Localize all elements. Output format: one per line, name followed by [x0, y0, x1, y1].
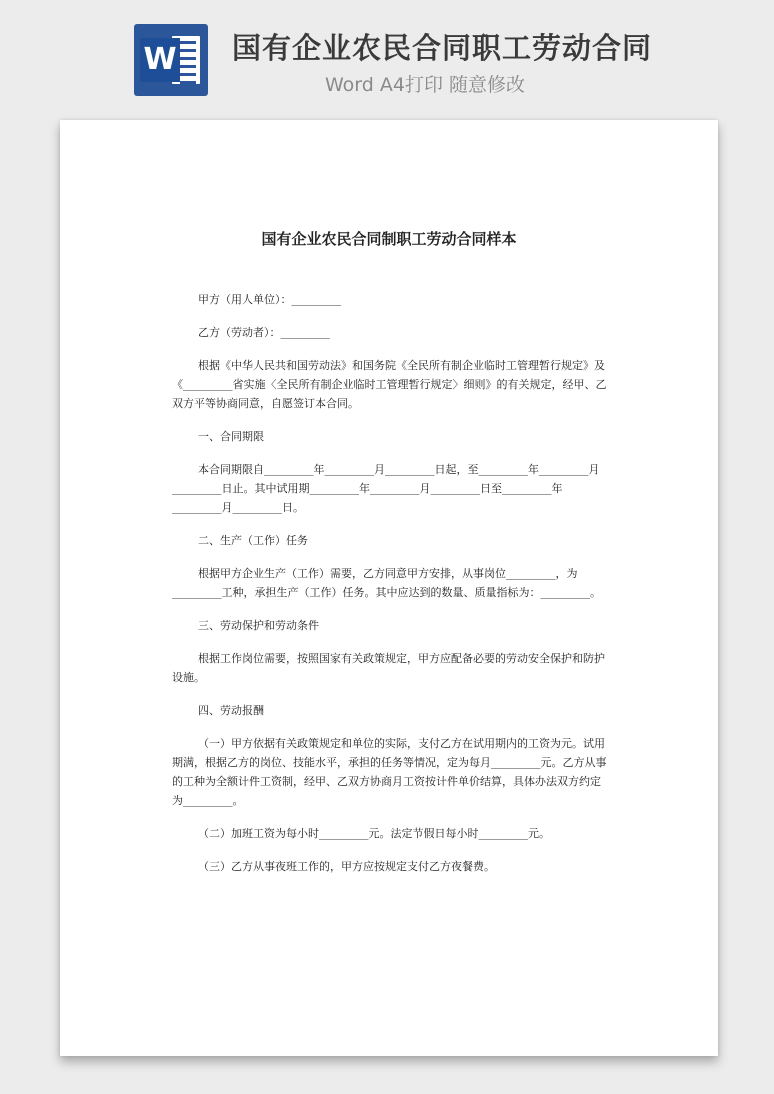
section-heading-pay: 四、劳动报酬 [198, 704, 264, 717]
page-header [0, 0, 774, 110]
term-paragraph: 本合同期限自_________年_________月_________日起，至_________年_________月_________日止。其中试用期_________年_________月_________日至_________年_________月_________日。 [172, 463, 600, 514]
party-a-line: 甲方（用人单位）：_________ [198, 293, 341, 306]
task-paragraph: 根据甲方企业生产（工作）需要，乙方同意甲方安排，从事岗位_________，为_________工种，承担生产（工作）任务。其中应达到的数量、质量指标为：_________。 [172, 567, 601, 599]
pay-paragraph-2: （二）加班工资为每小时_________元。法定节假日每小时_________元。 [198, 827, 550, 840]
page-subtitle: Word A4打印 随意修改 [325, 74, 526, 96]
section-heading-term: 一、合同期限 [198, 430, 264, 443]
document-body [172, 290, 608, 890]
document-page [60, 120, 718, 1056]
section-heading-task: 二、生产（工作）任务 [198, 534, 308, 547]
preamble-paragraph: 根据《中华人民共和国劳动法》和国务院《全民所有制企业临时工管理暂行规定》及《_________省实施〈全民所有制企业临时工管理暂行规定〉细则》的有关规定，经甲、乙双方平等协商同意，自愿签订本合同。 [172, 359, 607, 410]
party-b-line: 乙方（劳动者）：_________ [198, 326, 330, 339]
section-heading-protection: 三、劳动保护和劳动条件 [198, 619, 319, 632]
word-logo-letter: W [140, 38, 180, 82]
page-title: 国有企业农民合同职工劳动合同 [232, 31, 653, 65]
word-icon [134, 24, 208, 96]
document-title: 国有企业农民合同制职工劳动合同样本 [261, 230, 517, 248]
pay-paragraph-3: （三）乙方从事夜班工作的，甲方应按规定支付乙方夜餐费。 [198, 860, 495, 873]
protection-paragraph: 根据工作岗位需要，按照国家有关政策规定，甲方应配备必要的劳动安全保护和防护设施。 [172, 652, 605, 684]
pay-paragraph-1: （一）甲方依据有关政策规定和单位的实际，支付乙方在试用期内的工资为元。试用期满，根据乙方的岗位、技能水平，承担的任务等情况，定为每月_________元。乙方从事的工种为全额计件工资制，经甲、乙双方协商月工资按计件单价结算，具体办法双方约定为_________。 [172, 737, 607, 807]
